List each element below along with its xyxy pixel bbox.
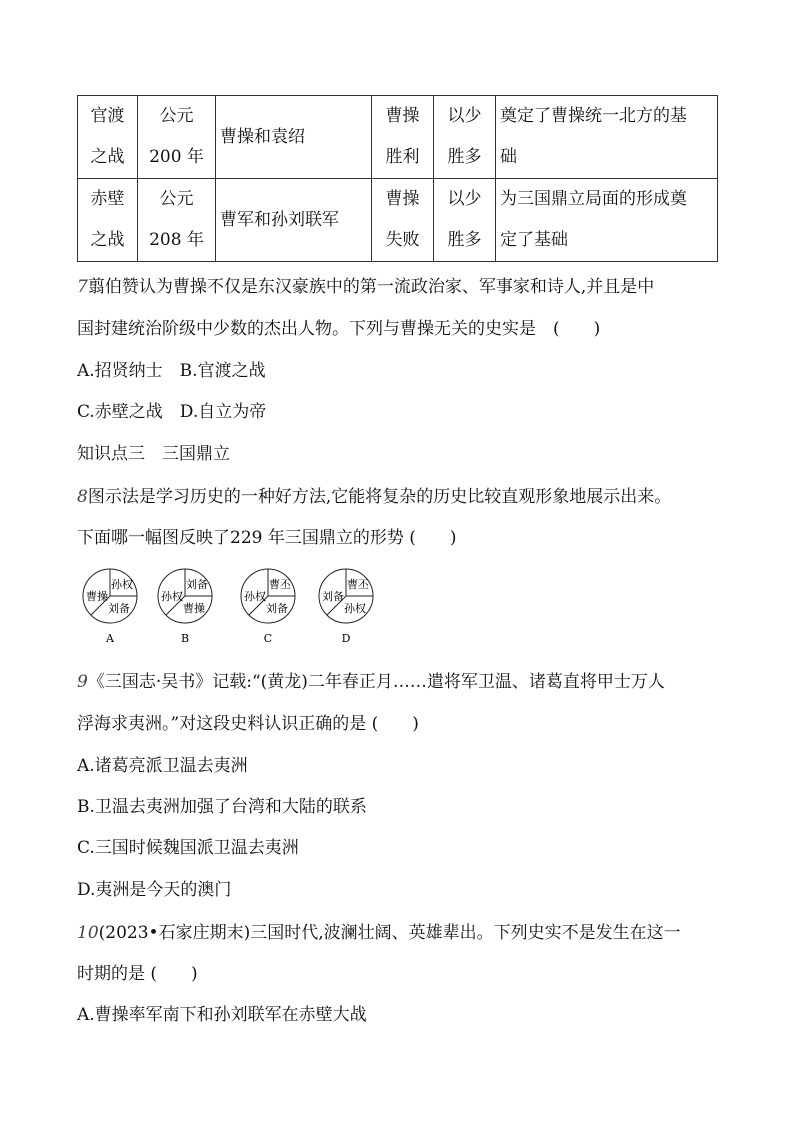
sides-cell: 曹军和孙刘联军 (216, 179, 372, 262)
q10-line1: 10(2023•石家庄期末)三国时代,波澜壮阔、英雄辈出。下列史实不是发生在这一 (77, 923, 681, 943)
pie-label: 曹操 (86, 590, 108, 603)
pie-figure-b (158, 569, 212, 645)
pie-figure-c (241, 569, 295, 645)
pie-label: 刘备 (108, 602, 130, 615)
q9-number: 9 (77, 672, 88, 692)
table-row (78, 96, 718, 179)
q9-option-b: B.卫温去夷洲加强了台湾和大陆的联系 (77, 797, 367, 817)
pie-label: 孙权 (111, 578, 133, 591)
figure-letter: A (106, 632, 114, 645)
figure-letter: C (263, 632, 273, 645)
time-cell: 公元 200 年 (138, 96, 216, 179)
q7-options-cd: C.赤壁之战 D.自立为帝 (77, 402, 267, 422)
battle-table (77, 95, 718, 262)
feature-cell: 以少 胜多 (434, 96, 496, 179)
pie-figures (80, 568, 380, 648)
q8-number: 8 (77, 487, 88, 507)
q9-option-a: A.诸葛亮派卫温去夷洲 (77, 756, 248, 776)
pie-label: 曹丕 (269, 578, 291, 591)
pie-figure-a (83, 569, 137, 645)
impact-cell: 奠定了曹操统一北方的基 础 (496, 96, 718, 179)
pie-label: 刘备 (266, 602, 288, 615)
q8-line1: 8图示法是学习历史的一种好方法,它能将复杂的历史比较直观形象地展示出来。 (77, 487, 672, 507)
sides-cell: 曹操和袁绍 (216, 96, 372, 179)
q9-option-d: D.夷洲是今天的澳门 (77, 880, 232, 900)
q8-line2: 下面哪一幅图反映了229 年三国鼎立的形势 ( ) (77, 528, 457, 548)
pie-label: 孙权 (244, 590, 266, 603)
q7-line2: 国封建统治阶级中少数的杰出人物。下列与曹操无关的史实是 ( ) (77, 319, 601, 339)
q10-line2: 时期的是 ( ) (77, 964, 198, 984)
pie-label: 刘备 (322, 590, 344, 603)
table-row (78, 179, 718, 262)
feature-cell: 以少 胜多 (434, 179, 496, 262)
q7-number: 7 (77, 277, 88, 297)
pie-label: 曹丕 (347, 578, 369, 591)
q9-line2: 浮海求夷洲。”对这段史料认识正确的是 ( ) (77, 714, 419, 734)
section-heading: 知识点三 三国鼎立 (77, 444, 230, 464)
figure-letter: D (341, 632, 351, 645)
q9-line1: 9《三国志·吴书》记载:“(黄龙)二年春正月……遣将军卫温、诸葛直将甲士万人 (77, 672, 665, 692)
q9-option-c: C.三国时候魏国派卫温去夷洲 (77, 838, 299, 858)
pie-label: 曹操 (183, 602, 205, 615)
pie-label: 孙权 (344, 602, 366, 615)
pie-label: 孙权 (161, 590, 183, 603)
battle-name-cell: 赤壁 之战 (78, 179, 138, 262)
result-cell: 曹操 胜利 (372, 96, 434, 179)
figure-letter: B (180, 632, 190, 645)
battle-name-cell: 官渡 之战 (78, 96, 138, 179)
time-cell: 公元 208 年 (138, 179, 216, 262)
q10-option-a: A.曹操率军南下和孙刘联军在赤壁大战 (77, 1005, 367, 1025)
pie-label: 刘备 (186, 578, 208, 591)
q10-number: 10 (77, 923, 99, 943)
q7-options-ab: A.招贤纳士 B.官渡之战 (77, 361, 266, 381)
impact-cell: 为三国鼎立局面的形成奠 定了基础 (496, 179, 718, 262)
pie-figure-d (319, 569, 373, 645)
q7-line1: 7翦伯赞认为曹操不仅是东汉豪族中的第一流政治家、军事家和诗人,并且是中 (77, 277, 655, 297)
result-cell: 曹操 失败 (372, 179, 434, 262)
